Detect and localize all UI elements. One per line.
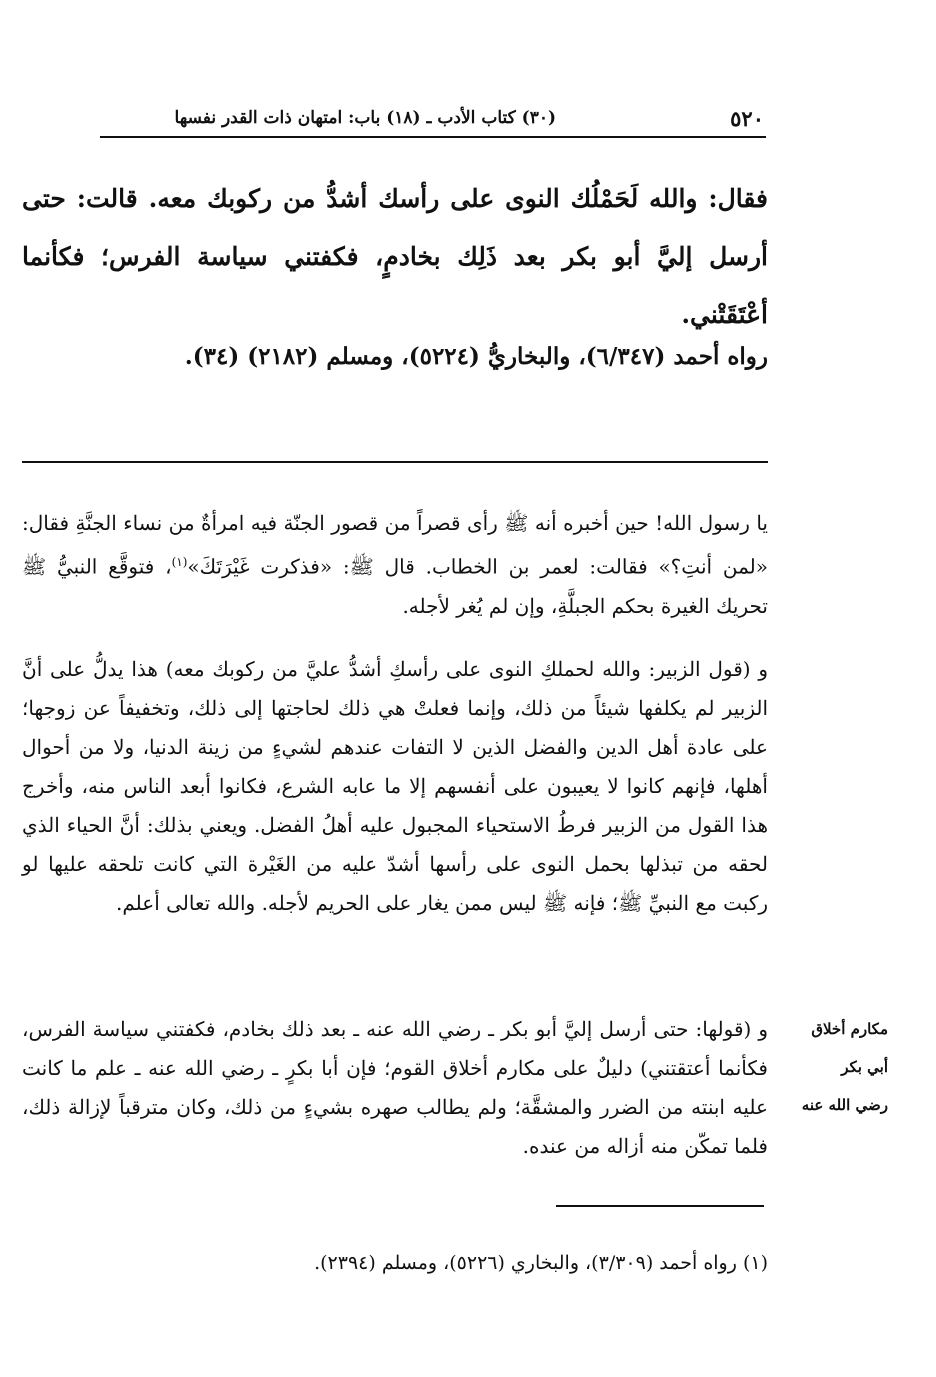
footnote: (١) رواه أحمد (٣/٣٠٩)، والبخاري (٥٢٢٦)، ومسلم (٢٣٩٤). <box>314 1252 768 1274</box>
footnote-rule <box>556 1205 764 1207</box>
header-rule <box>100 136 766 138</box>
commentary-paragraph-1-end: ، فتوقَّع النبيُّ ﷺ تحريك الغيرة بحكم الجبلَّةِ، وإن لم يُغر لأجله. <box>22 554 768 618</box>
page-number: ٥٢٠ <box>730 106 764 131</box>
section-divider <box>22 461 768 463</box>
commentary-paragraph-2: و (قول الزبير: والله لحملكِ النوى على رأسكِ أشدُّ عليَّ من ركوبك معه) هذا يدلُّ على أنَّ الزبير لم يكلفها شيئاً من ذلك، وإنما فعلتْ هي ذلك لحاجتها إلى ذلك، وتخفيفاً عن زوجها؛ على عادة أهل الدين والفضل الذين لا التفات عندهم لشيءٍ من زينة الدنيا، ولا من أحوال أهلها، فإنهم كانوا لا يعيبون على أنفسهم إلا ما عابه الشرع، فكانوا أبعد الناس منه، وأخرج هذا القول من الزبير فرطُ الاستحياء المجبول عليه أهلُ الفضل. ويعني بذلك: أنَّ الحياء الذي لحقه من تبذلها بحمل النوى على رأسها أشدّ عليه من الغَيْرة التي كانت تلحقه عليها لو ركبت مع النبيِّ ﷺ؛ فإنه ﷺ ليس ممن يغار على الحريم لأجله. والله تعالى أعلم. <box>22 657 768 915</box>
page-header <box>100 98 768 136</box>
hadith-text: فقال: والله لَحَمْلُك النوى على رأسك أشدُّ من ركوبك معه. قالت: حتى أرسل إليَّ أبو بكر بعد ذَلِك بخادمٍ، فكفتني سياسة الفرس؛ فكأنما أعْتَقَتْني. <box>22 184 768 329</box>
hadith-source: رواه أحمد (٦/٣٤٧)، والبخاريُّ (٥٢٢٤)، ومسلم (٢١٨٢) (٣٤). <box>184 343 768 370</box>
margin-note <box>776 1010 888 1124</box>
footnote-marker: (١) <box>171 555 188 569</box>
commentary-paragraph-3: و (قولها: حتى أرسل إليَّ أبو بكر ـ رضي الله عنه ـ بعد ذلك بخادم، فكفتني سياسة الفرس، فكأنما أعتقتني) دليلٌ على مكارم أخلاق القوم؛ فإن أبا بكرٍ ـ رضي الله عنه ـ علم ما كانت عليه ابنته من الضرر والمشقَّة؛ ولم يطالب صهره بشيءٍ من ذلك، وكان مترقباً لإزالة ذلك، فلما تمكّن منه أزاله من عنده. <box>22 1017 768 1158</box>
running-title: (٣٠) كتاب الأدب ـ (١٨) باب: امتهان ذات القدر نفسها <box>174 108 556 128</box>
commentary-paragraph-1-text: يا رسول الله! حين أخبره أنه ﷺ رأى قصراً من قصور الجنّة فيه امرأةٌ من نساء الجنَّةِ فقال: «لمن أنتِ؟» فقالت: لعمر بن الخطاب. قال ﷺ: «فذكرت غَيْرَتَكَ» <box>22 511 768 579</box>
commentary-paragraph-1 <box>22 504 768 626</box>
margin-note-line-2: أبي بكر <box>841 1058 888 1076</box>
margin-note-line-1: مكارم أخلاق <box>811 1020 888 1038</box>
margin-note-line-3: رضي الله عنه <box>801 1096 888 1114</box>
